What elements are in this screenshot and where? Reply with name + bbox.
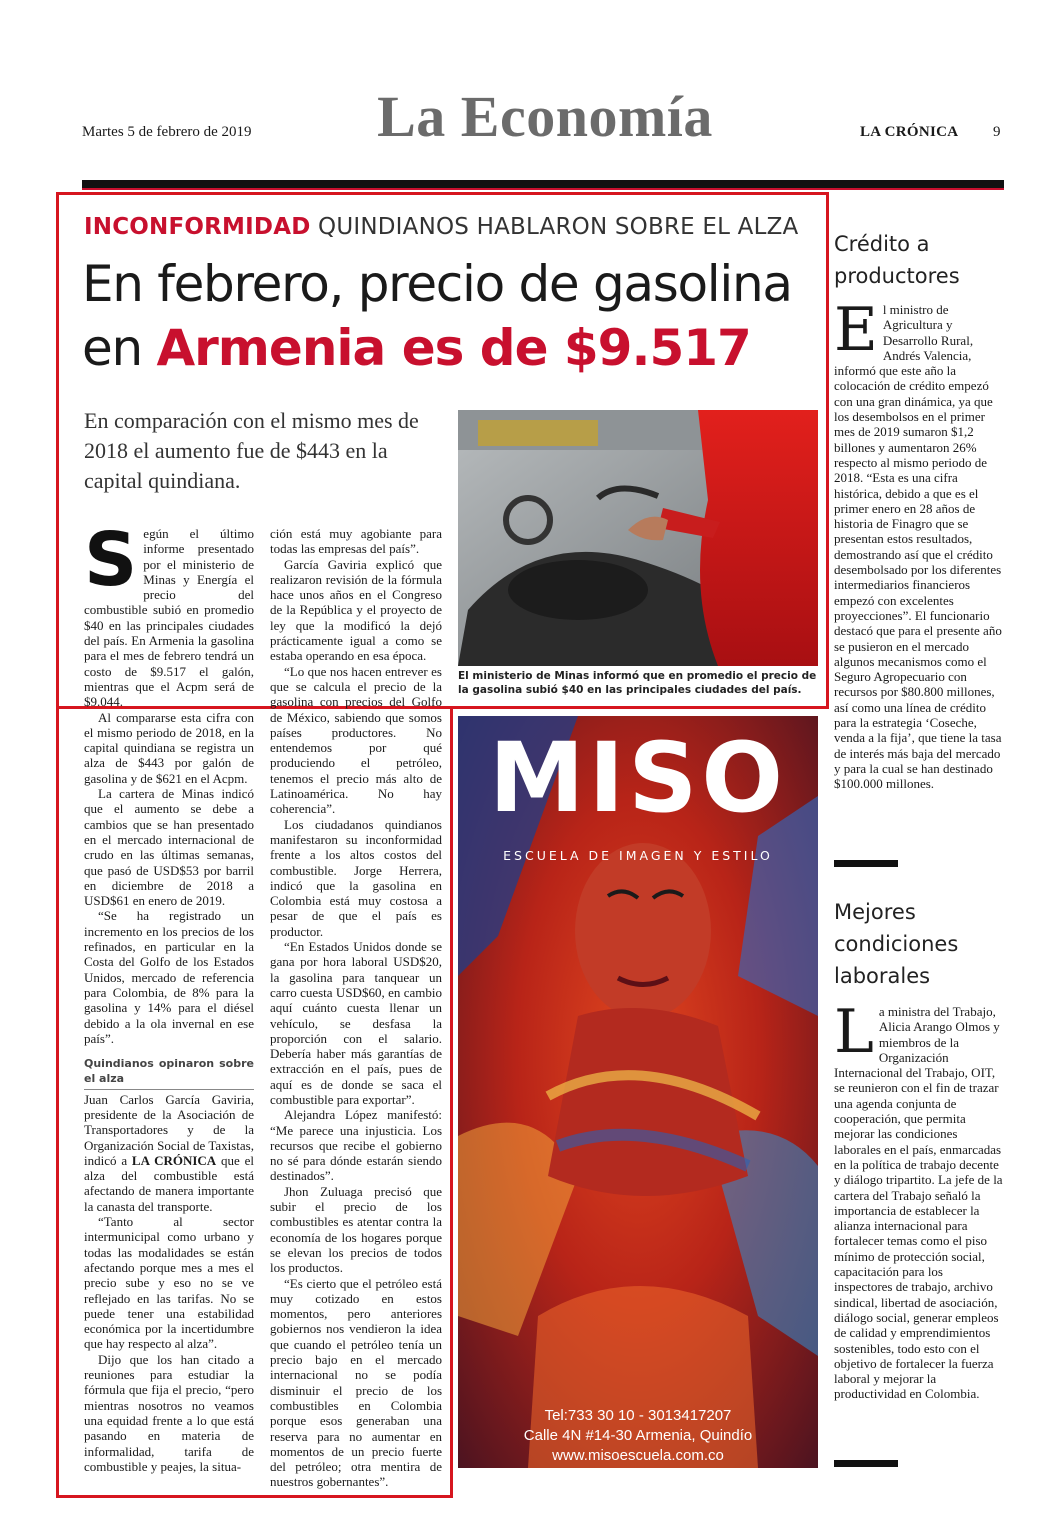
sidebar-paragraph: a ministra del Trabajo, Alicia Arango Olmos y miembros de la Organización Internacional del Trabajo, OIT, se reunieron con el fin de trazar una agenda conjunta de cooperación, que permita mejorar las condiciones laborales en el país, enmarcadas en la política de trabajo decente y diálogo tripartito. La jefe de la cartera del Trabajo señaló la importancia de establecer la alianza internacional para fortalecer temas como el piso mínimo de protección social, capacitación para los inspectores de trabajo, archivo sindical, libertad de asociación, diálogo social, generar empleos de calidad y emprendimientos sostenibles, todo esto con el objetivo de fortalecer la fuerza laboral y mejorar la productividad en Colombia. xyxy=(834,1004,1003,1402)
col2-paragraph: “En Estados Unidos donde se gana por hora laboral USD$20, la gasolina para tanquear un carro cuesta USD$60, en cambio aquí cuánto cuesta llenar un vehículo, se desfasa la proporción con el salario. Debería haber más garantías de extracción en el país, pues de aquí es de donde se saca el combustible para exportar”. xyxy=(270,939,442,1107)
newspaper-brand: LA CRÓNICA xyxy=(860,124,959,140)
col1-paragraph: La cartera de Minas indicó que el aumento se debe a cambios que se han presentado en el mercado internacional de crudo en las últimas semanas, que pasó de USD$53 por barril en diciembre de 2018 a USD$61 en enero de 2019. xyxy=(84,786,254,909)
masthead-rule-accent xyxy=(82,188,1004,190)
ad-address: Calle 4N #14-30 Armenia, Quindío xyxy=(523,1427,753,1444)
headline-line-1: En febrero, precio de gasolina xyxy=(82,255,792,313)
col2-paragraph: Alejandra López manifestó: “Me parece una injusticia. Los recursos que recibe el gobierno no sé para dónde estarán siendo destinados”. xyxy=(270,1107,442,1184)
section-title: La Economía xyxy=(377,84,713,149)
sidebar-divider xyxy=(834,1460,898,1467)
sidebar-dropcap: L xyxy=(834,997,874,1067)
sidebar-story-2 xyxy=(834,997,1004,1402)
brand-mention: LA CRÓNICA xyxy=(131,1152,217,1168)
ad-logo: MISO xyxy=(489,722,787,834)
sidebar-title-1: Crédito a productores xyxy=(834,232,960,288)
page-number: 9 xyxy=(993,124,1001,140)
col2-paragraph: ción está muy agobiante para todas las empresas del país”. xyxy=(270,526,442,557)
ad-website[interactable]: www.misoescuela.com.co xyxy=(552,1447,724,1464)
col1-paragraph xyxy=(84,1092,254,1214)
col2-paragraph: “Es cierto que el petróleo está muy cotizado en estos momentos, pero anteriores gobiernos nos vendieron la idea que cuando el petróleo tenía un precio bajo en el mercado internacional no se podía disminuir el precio de los combustibles en Colombia porque esos generaban una reserva para no aumentar en momentos de un precio fuerte del petróleo; otra mentira de nuestros gobernantes”. xyxy=(270,1275,442,1490)
ad-phone: Tel:733 30 10 - 3013417207 xyxy=(544,1407,732,1424)
sidebar-title-2: Mejores condiciones laborales xyxy=(834,900,959,988)
paragraph-text: Juan Carlos García Gaviria, presidente de la Asociación de Transportadores y de la Organización Social de Taxistas, indicó a xyxy=(84,1091,254,1168)
issue-date: Martes 5 de febrero de 2019 xyxy=(82,124,252,140)
kicker-label: INCONFORMIDAD xyxy=(84,214,311,240)
sidebar-divider xyxy=(834,860,898,867)
col1-paragraph: “Tanto al sector intermunicipal como urbano y todas las modalidades se están afectando porque mes a mes el precio sube y eso no se ve reflejado en las tarifas. No se puede tener una estabilidad económica por la incertidumbre que hay respecto al alza”. xyxy=(84,1214,254,1352)
headline-highlight: Armenia es de $9.517 xyxy=(156,319,751,377)
col2-paragraph: Los ciudadanos quindianos manifestaron su inconformidad frente a los altos costos del combustible. Jorge Herrera, indicó que la gasolina en Colombia está muy costosa a pesar de que el país es productor. xyxy=(270,816,442,939)
sidebar-paragraph: l ministro de Agricultura y Desarrollo Rural, Andrés Valencia, informó que este año la colocación de crédito empezó con una gran dinámica, ya que los desembolsos en el primer mes de 2019 sumaron $1,2 billones y aumentaron 26% respecto al mismo periodo de 2018. “Esta es una cifra histórica, debido a que es el primer enero en 28 años de historia de Finagro que se presentan estos resultados, demostrando así que el crédito desembolsado por los diferentes intermediarios financieros empezó con excelentes proyecciones”. El funcionario destacó que para el presente año se pusieron en el mercado algunos mecanismos como el Seguro Agropecuario con recursos por $80.800 millones, así como una línea de crédito para la estrategia ‘Coseche, venda a la fija’, que tiene la tasa de interés más baja del mercado y para la cual se han destinado $100.000 millones. xyxy=(834,302,1002,792)
col1-paragraph: “Se ha registrado un incremento en los precios de los refinados, en particular en la Costa del Golfo de los Estados Unidos, mercado de referencia para Colombia, de 8% para la gasolina y 14% para el diésel debido a la ola invernal en ese país”. xyxy=(84,908,254,1046)
article-column-1 xyxy=(84,517,255,1474)
col2-paragraph: Jhon Zuluaga precisó que subir el precio de los combustibles es atentar contra la economía de los hogares porque se elevan los precios de todos los productos. xyxy=(270,1183,442,1276)
col1-paragraph: egún el último informe presentado por el ministerio de Minas y Energía el precio del combustible subió en promedio $40 en las principales ciudades del país. En Armenia la gasolina para el mes de febrero tendrá un costo de $9.517 el galón, mientras que el Acpm será de $9.044. xyxy=(84,526,254,710)
paragraph-text: que el alza del combustible está afectando de manera importante la canasta del transporte. xyxy=(84,1152,255,1214)
photo-caption: El ministerio de Minas informó que en promedio el precio de la gasolina subió $40 en las principales ciudades del país. xyxy=(458,670,817,696)
col2-paragraph: García Gaviria explicó que realizaron revisión de la fórmula hace unos años en el Congreso de la República y el proyecto de ley que la modificó la dejó prácticamente igual a como se estaba operando en esa época. xyxy=(270,556,442,664)
headline-prefix: en xyxy=(82,319,142,377)
section-subtitle: Quindianos opinaron sobre el alza xyxy=(84,1056,254,1090)
advertisement[interactable] xyxy=(458,716,818,1468)
sidebar-dropcap: E xyxy=(834,295,878,365)
headline-line-2 xyxy=(82,316,822,380)
col1-paragraph: Al compararse esta cifra con el mismo periodo de 2018, en la capital quindiana se registra un alza de $443 por galón de gasolina y de $621 en el Acpm. xyxy=(84,709,254,786)
dropcap: S xyxy=(84,517,138,603)
col2-paragraph: “Lo que nos hacen entrever es que se calcula el precio de la gasolina con precios del Golfo de México, sabiendo que somos países productores. No entendemos por qué produciendo el petróleo, tenemos el precio más alto de Latinoamérica. No hay coherencia”. xyxy=(270,663,442,817)
photo-fuel-nozzle-illustration xyxy=(458,410,818,666)
article-column-2 xyxy=(270,526,442,1490)
article-kicker xyxy=(84,214,798,240)
article-photo xyxy=(458,410,818,666)
sidebar-story-1 xyxy=(834,295,1004,792)
article-subhead: En comparación con el mismo mes de 2018 el aumento fue de $443 en la capital quindiana. xyxy=(84,408,419,493)
kicker-text: QUINDIANOS HABLARON SOBRE EL ALZA xyxy=(318,214,799,240)
ad-contact xyxy=(458,1406,818,1466)
col1-paragraph: Dijo que los han citado a reuniones para estudiar la fórmula que fija el precio, “pero mientras nosotros no veamos una equidad frente a lo que está pasando en materia de informalidad, tarifa de combustible y peajes, la situa- xyxy=(84,1351,254,1474)
ad-tagline: ESCUELA DE IMAGEN Y ESTILO xyxy=(503,848,773,863)
article-headline xyxy=(82,252,822,380)
